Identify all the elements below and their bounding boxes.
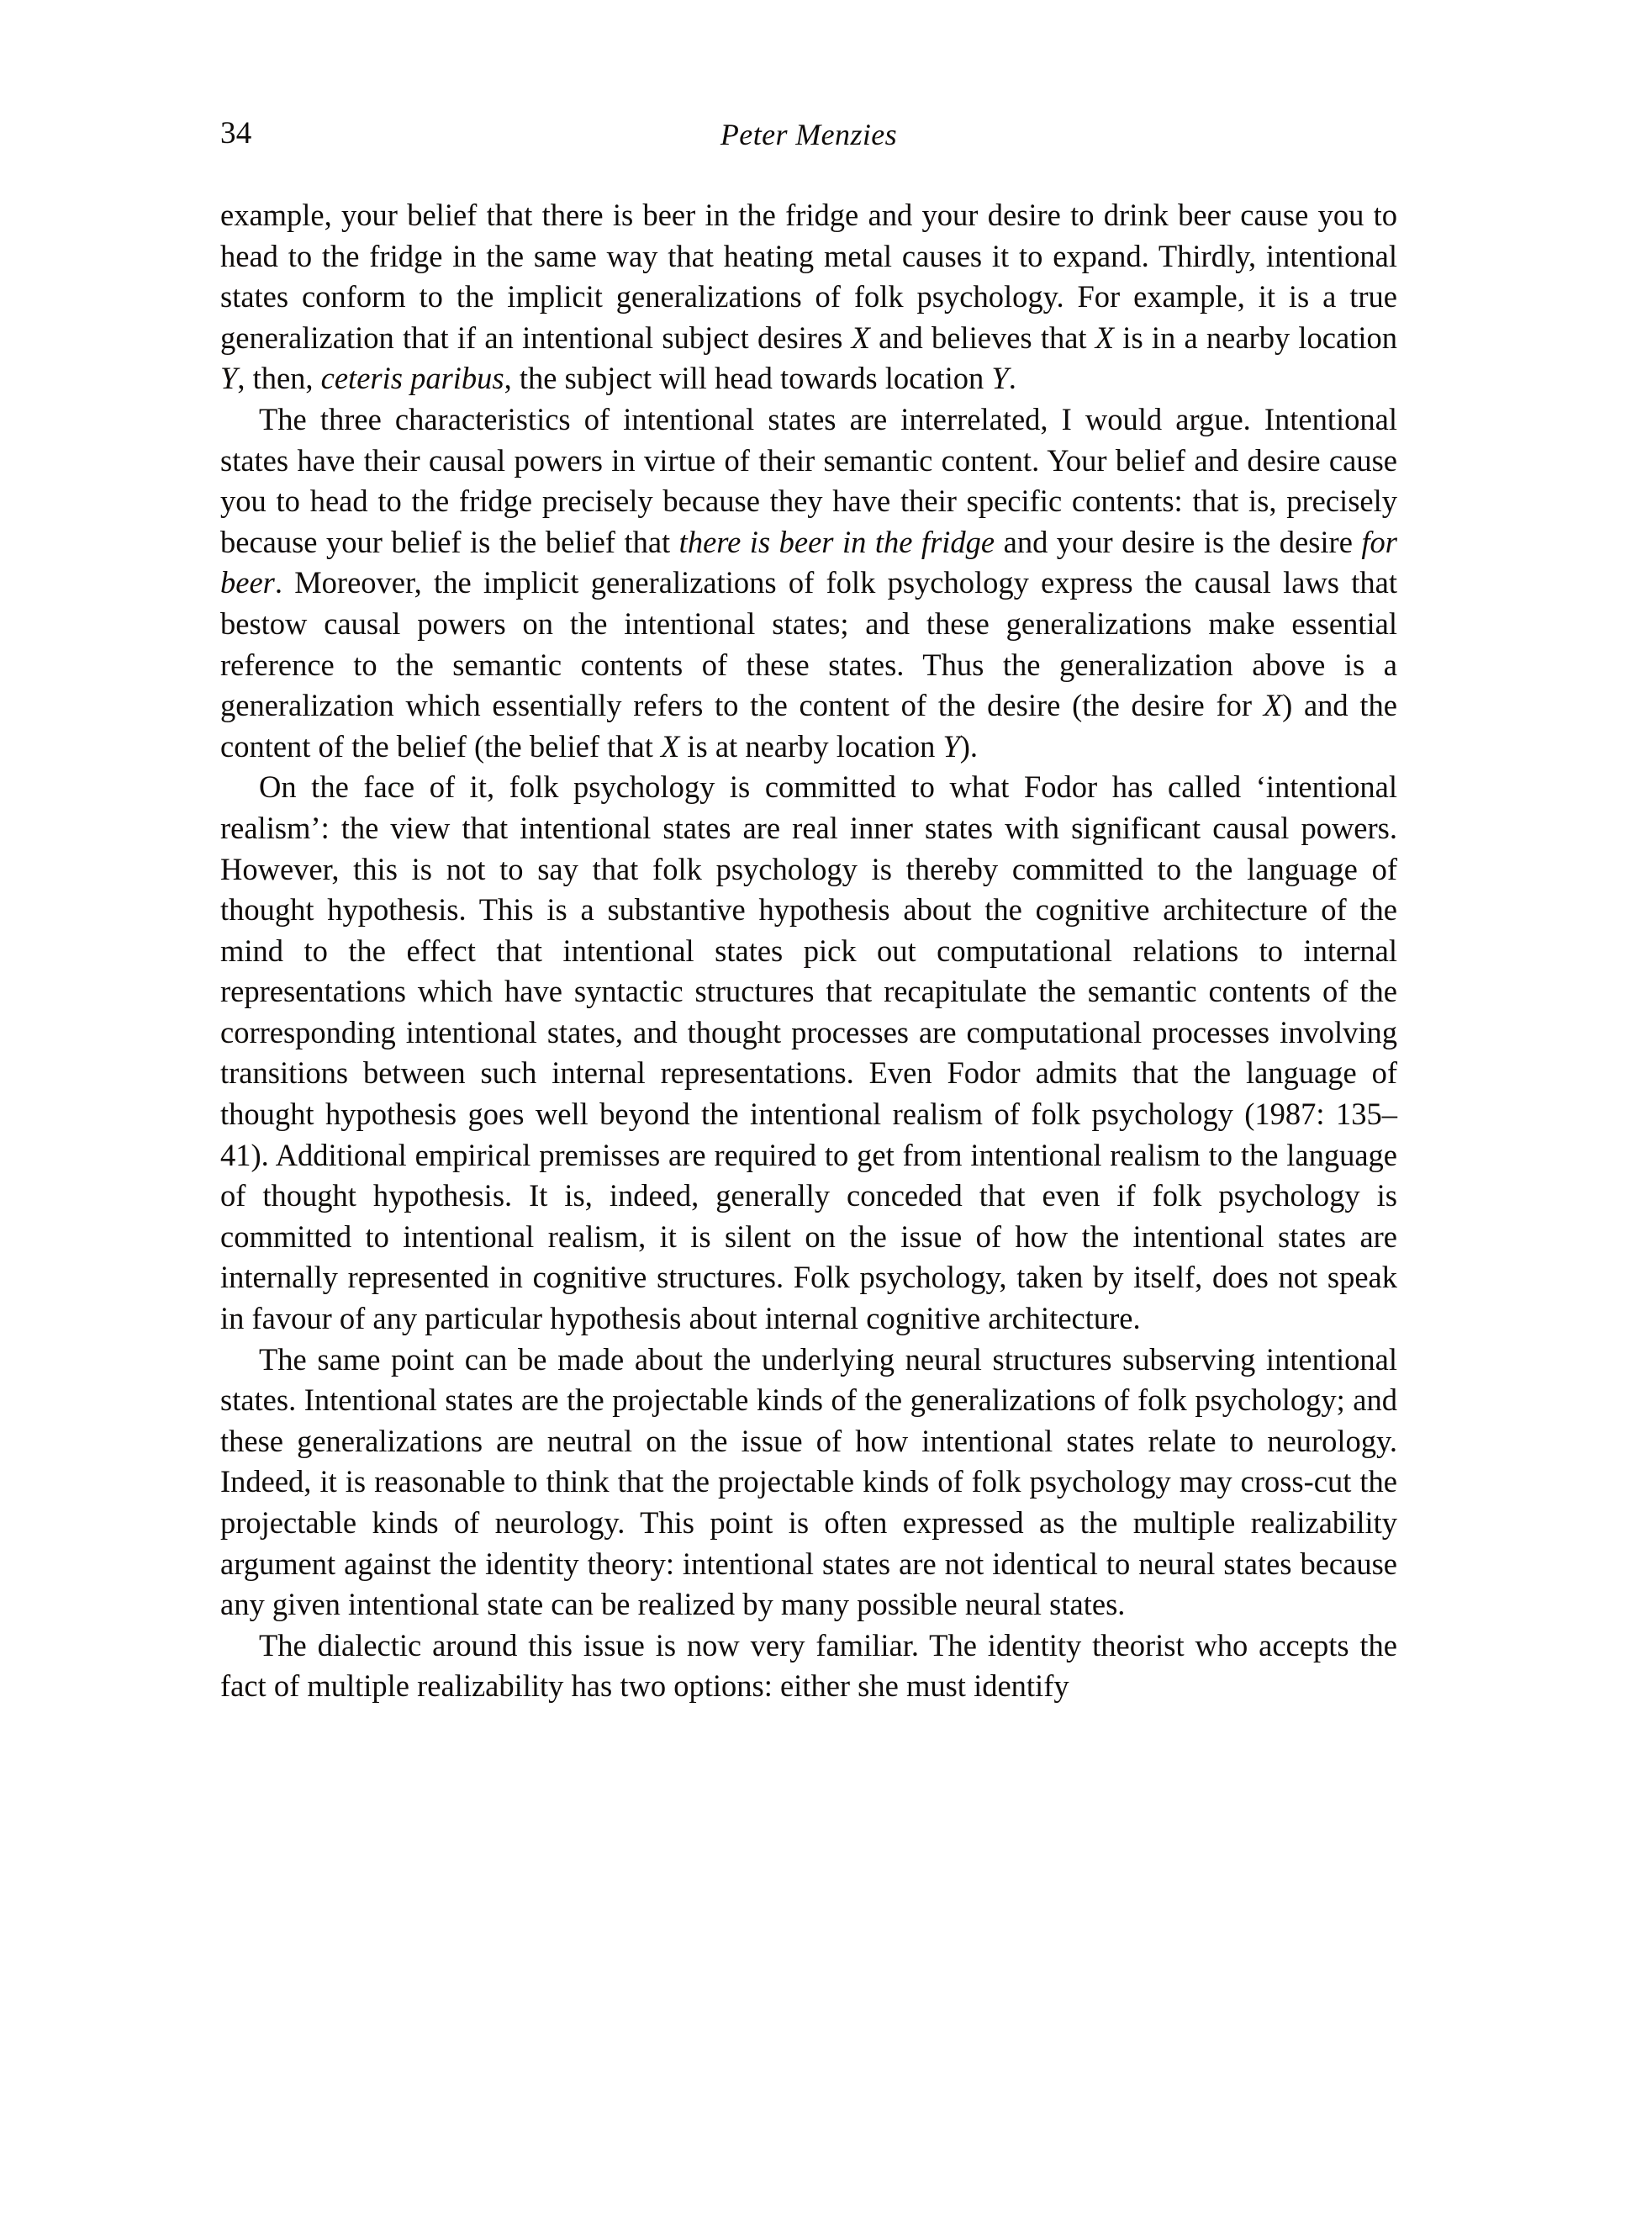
paragraph-4: The same point can be made about the underlying neural structures subserving intentional states. Intentional states are the projectable kinds of the generalizations of folk psychology; and these generalizations are neutral on the issue of how intentional states relate to neurology. Indeed, it is reasonable to think that the projectable kinds of folk psychology may cross-cut the projectable kinds of neurology. This point is often expressed as the multiple realizability argument against the identity theory: intentional states are not identical to neural states because any given intentional state can be realized by many possible neural states.: [220, 1341, 1397, 1622]
paragraph-5: The dialectic around this issue is now very familiar. The identity theorist who accepts the fact of multiple realizability has two options: either she must identify: [220, 1627, 1397, 1704]
body-text: [220, 195, 1397, 1707]
page-content: [220, 118, 1397, 1707]
page-number: 34: [220, 116, 252, 151]
running-head: [220, 118, 1397, 177]
paragraph-2: The three characteristics of intentional states are interrelated, I would argue. Intentional states have their causal powers in virtue of their semantic content. Your belief and desire cause you to head to the fridge precisely because they have their specific contents: that is, precisely because your belief is the belief that there is beer in the fridge and your desire is the desire for beer. Moreover, the implicit generalizations of folk psychology express the causal laws that bestow causal powers on the intentional states; and these generalizations make essential reference to the semantic contents of these states. Thus the generalization above is a generalization which essentially refers to the content of the desire (the desire for X) and the content of the belief (the belief that X is at nearby location Y).: [220, 401, 1397, 764]
paragraph-1: example, your belief that there is beer in the fridge and your desire to drink beer cause you to head to the fridge in the same way that heating metal causes it to expand. Thirdly, intentional states conform to the implicit generalizations of folk psychology. For example, it is a true generalization that if an intentional subject desires X and believes that X is in a nearby location Y, then, ceteris paribus, the subject will head towards location Y.: [220, 198, 1397, 396]
running-head-title: Peter Menzies: [720, 118, 898, 151]
paragraph-3: On the face of it, folk psychology is committed to what Fodor has called ‘intentional realism’: the view that intentional states are real inner states with significant causal powers. However, this is not to say that folk psychology is thereby committed to the language of thought hypothesis. This is a substantive hypothesis about the cognitive architecture of the mind to the effect that intentional states pick out computational relations to internal representations which have syntactic structures that recapitulate the semantic contents of the corresponding intentional states, and thought processes are computational processes involving transitions between such internal representations. Even Fodor admits that the language of thought hypothesis goes well beyond the intentional realism of folk psychology (1987: 135–41). Additional empirical premisses are required to get from intentional realism to the language of thought hypothesis. It is, indeed, generally conceded that even if folk psychology is committed to intentional realism, it is silent on the issue of how the intentional states are internally represented in cognitive structures. Folk psychology, taken by itself, does not speak in favour of any particular hypothesis about internal cognitive architecture.: [220, 769, 1397, 1336]
